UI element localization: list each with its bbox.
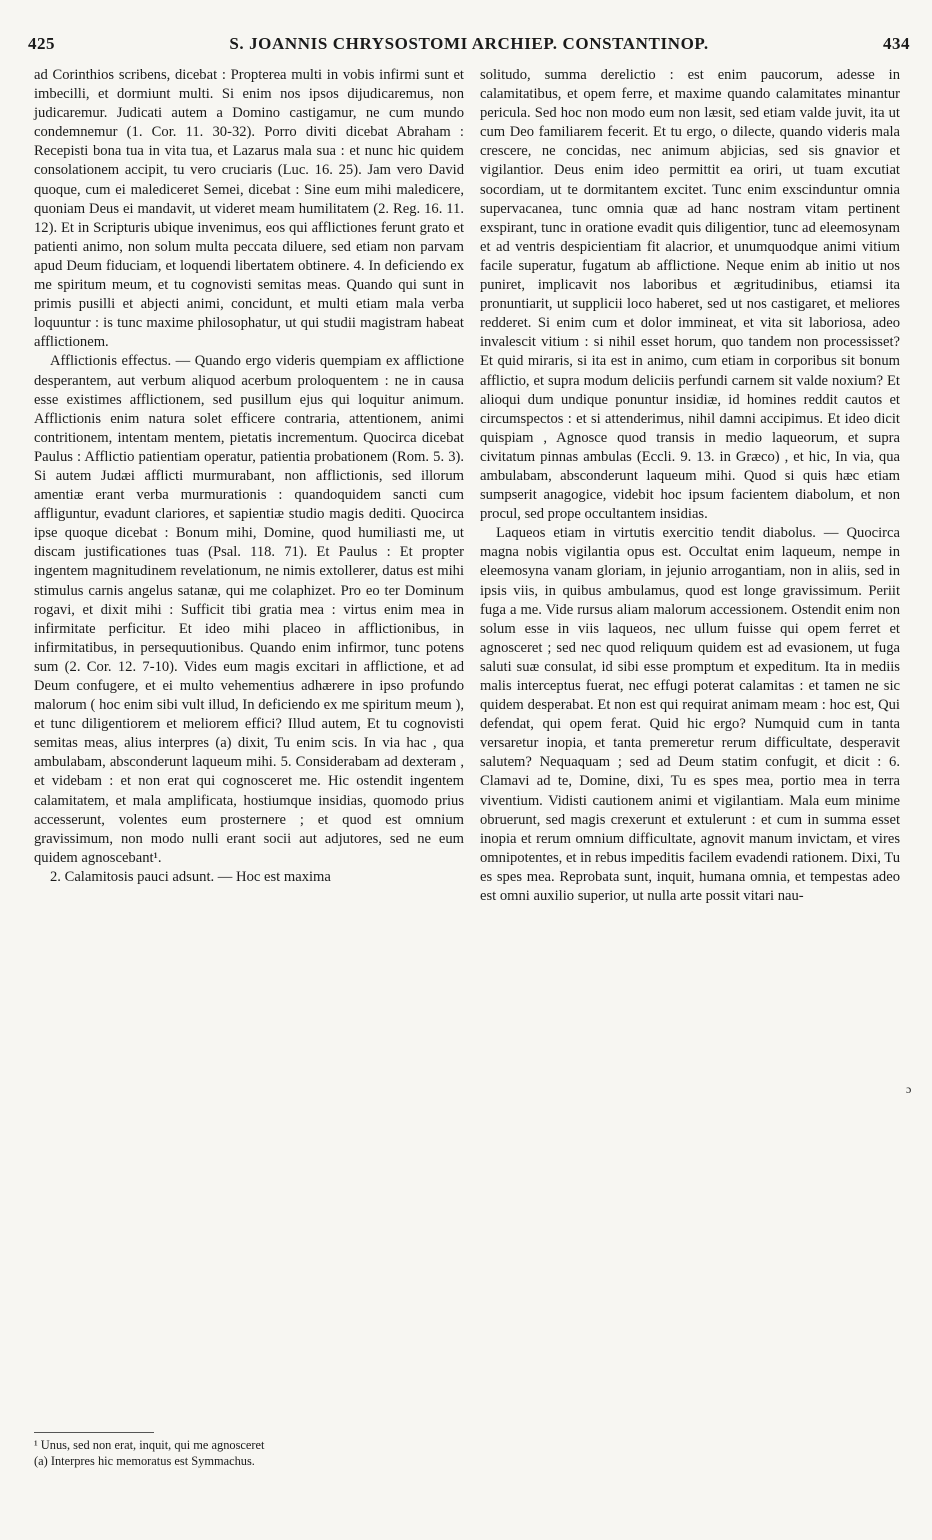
page-number-left: 425 bbox=[28, 34, 55, 53]
running-header bbox=[28, 34, 910, 58]
paragraph: solitudo, summa derelictio : est enim paucorum, adesse in calamitatibus, et opem ferre, et maxime quando calamitates minantur pericula. Sed hoc non modo eum non læsit, sed etiam valde juvit, ita ut cum Deo familiarem fecerit. Et tu ergo, o dilecte, quando videris mala crescere, ne concidas, nec animum abjicias, sed sis gnavior et vigilantior. Deus enim ideo permittit ea oriri, ut tuam excutiat socordiam, ut te dormitantem excitet. Tunc enim exscinduntur omnia supervacanea, tunc omnia quæ ad hanc nostram vitam pertinent exspirant, tunc in oratione evadit quis diligentior, tunc ad eleemosynam et ad ventris despicientiam fit alacrior, et unumquodque animi vitium facile superatur, fugatum ab afflictione. Neque enim ab initio ut nos puniret, implicavit nos laboribus et ægritudinibus, etiamsi ita pronuntiarit, ut supplicii loco haberet, sed ut nos castigaret, et meliores redderet. Si enim cum et dolor immineat, et vita sit laboriosa, adeo invalescit vitium : si nihil esset horum, quo tandem non processisset? Et quid miraris, si ita est in animo, cum etiam in corporibus sit bonum afflictio, et supra modum deliciis perfundi carnem sit valde noxium? Et alioqui dum undique ponuntur insidiæ, id homines reddit cautos et circumspectos : et si attenderimus, nihil damni accipimus. Et ideo dicit quispiam , Agnosce quod transis in medio laqueorum, et supra civitatum pinnas ambulas (Eccli. 9. 13. in Græco) , et hic, In via, qua ambulabam, absconderunt laqueum mihi. Quod si quis hæc etiam sumpserit anagogice, videbit hoc ipsum facientem diabolum, et non procul, sed prope occultantem insidias. bbox=[480, 67, 900, 523]
paragraph: Laqueos etiam in virtutis exercitio tendit diabolus. — Quocirca magna nobis vigilantia opus est. Occultat enim laqueum, nempe in eleemosyna vanam gloriam, in jejunio arrogantiam, non in aliis, sed in ipsis viis, in quibus ambulamus, quod est longe gravissimum. Periit fuga a me. Vide rursus aliam malorum accessionem. Ostendit enim non solum esse in viis laqueos, nec ullum fuisse qui opem ferret et agnosceret ; sed nec quod reliquum quidem est ad evasionem, ut fuga saluti suæ consulat, id sibi esse promptum et expeditum. Ita in mediis malis interceptus fuerat, nec effugi poterat calamitas : et tamen ne sic quidem desperabat. Et non est qui requirat animam meam : hoc est, Qui defendat, qui opem ferat. Quid hic ergo? Numquid cum in tanta versaretur inopia, et tanta premeretur rerum difficultate, desperavit salutem? Nequaquam ; sed ad Deum statim confugit, et dicit : 6. Clamavi ad te, Domine, dixi, Tu es spes mea, portio mea in terra viventium. Vidisti cautionem animi et vigilantiam. Mala eum minime obruerunt, sed magis crexerunt et extulerunt : et cum in summa esset inopia et rerum omnium difficultate, agnovit manum invictam, et vires omnipotentes, et in rebus impeditis facilem evadendi rationem. Dixi, Tu es spes mea. Reprobata sunt, inquit, humana omnia, et tempestas adeo est omni auxilio superior, ut nulla arte possit vitari nau- bbox=[480, 525, 900, 905]
margin-mark: ɔ bbox=[906, 1082, 912, 1096]
footnote: (a) Interpres hic memoratus est Symmachus. bbox=[34, 1454, 255, 1468]
footnote-rule bbox=[34, 1432, 154, 1433]
right-column bbox=[480, 66, 900, 906]
page-number-right: 434 bbox=[883, 34, 910, 53]
paragraph: 2. Calamitosis pauci adsunt. — Hoc est maxima bbox=[50, 868, 331, 885]
running-title: S. JOANNIS CHRYSOSTOMI ARCHIEP. CONSTANTINOP. bbox=[229, 34, 709, 53]
footnote: ¹ Unus, sed non erat, inquit, qui me agnosceret bbox=[34, 1438, 265, 1452]
paragraph: Afflictionis effectus. — Quando ergo videris quempiam ex afflictione desperantem, aut verbum aliquod acerbum proloquentem : ne in causa esse existimes afflictionem, sed pusillum ejus qui loquitur animum. Afflictionis enim natura solet efficere contraria, attentionem, animi contritionem, intentam mentem, pietatis incrementum. Quocirca dicebat Paulus : Afflictio patientiam operatur, patientia probationem (Rom. 5. 3). Si autem Judæi afflicti murmurabant, non afflictionis, sed illorum amentiæ erant verba murmurationis : quandoquidem sancti cum affliguntur, evadunt clariores, et sapientiæ studio magis dediti. Quocirca ipse quoque dicebat : Bonum mihi, Domine, quod humiliasti me, ut discam justificationes tuas (Psal. 118. 71). Et Paulus : Et propter ingentem magnitudinem revelationum, ne nimis extollerer, datus est mihi stimulus carnis angelus satanæ, qui me colaphizet. Pro eo ter Dominum rogavi, et dixit mihi : Sufficit tibi gratia mea : virtus enim mea in infirmitate perficitur. Et ideo mihi placeo in afflictionibus, in infirmitatibus, in persequutionibus. Quando enim infirmor, tunc potens sum (2. Cor. 12. 7-10). Vides eum magis excitari in afflictione, et ad Deum confugere, et ei multo vehementius adhærere in ipso profundo malorum ( hoc enim sibi vult illud, In deficiendo ex me spiritum meum ), et tunc diligentiorem et meliorem effici? Illud autem, Et tu cognovisti semitas meas, alius interpres (a) dixit, Tu enim scis. In via hac , qua ambulabam, absconderunt laqueum mihi. 5. Considerabam ad dexteram , et videbam : et non erat qui cognosceret me. Hic ostendit ingentem calamitatem, et mala amplificata, hostiumque insidias, quomodo prius accesserunt, volentes eum prosternere ; et quod est omnium gravissimum, non modo nulli erant socii aut adjutores, sed ne eum quidem agnoscebant¹. bbox=[34, 353, 464, 866]
footnotes bbox=[34, 1432, 464, 1469]
left-column bbox=[34, 66, 464, 887]
paragraph: ad Corinthios scribens, dicebat : Propterea multi in vobis infirmi sunt et imbecilli, et dormiunt multi. Si enim nos ipsos dijudicaremus, non judicaremur. Judicati autem a Domino castigamur, ne cum mundo condemnemur (1. Cor. 11. 30-32). Porro diviti dicebat Abraham : Recepisti bona tua in vita tua, et Lazarus mala sua : et nunc hic quidem consolationem accipit, tu vero cruciaris (Luc. 16. 25). Jam vero David quoque, cum ei malediceret Semei, dicebat : Sine eum mihi maledicere, quoniam Deus ei mandavit, ut videret meam humilitatem (2. Reg. 16. 11. 12). Et in Scripturis ubique invenimus, eos qui afflictiones ferunt grato et patienti animo, non solum multa peccata diluere, sed etiam non parvam apud Deum fiduciam, et loquendi libertatem obtinere. 4. In deficiendo ex me spiritum meum, et tu cognovisti semitas meas. Quando qui sunt in primis pusilli et abjecti animi, concidunt, et multi etiam mala verba loquuntur : is tunc maxime philosophatur, ut qui studii magistram habeat afflictionem. bbox=[34, 67, 464, 351]
